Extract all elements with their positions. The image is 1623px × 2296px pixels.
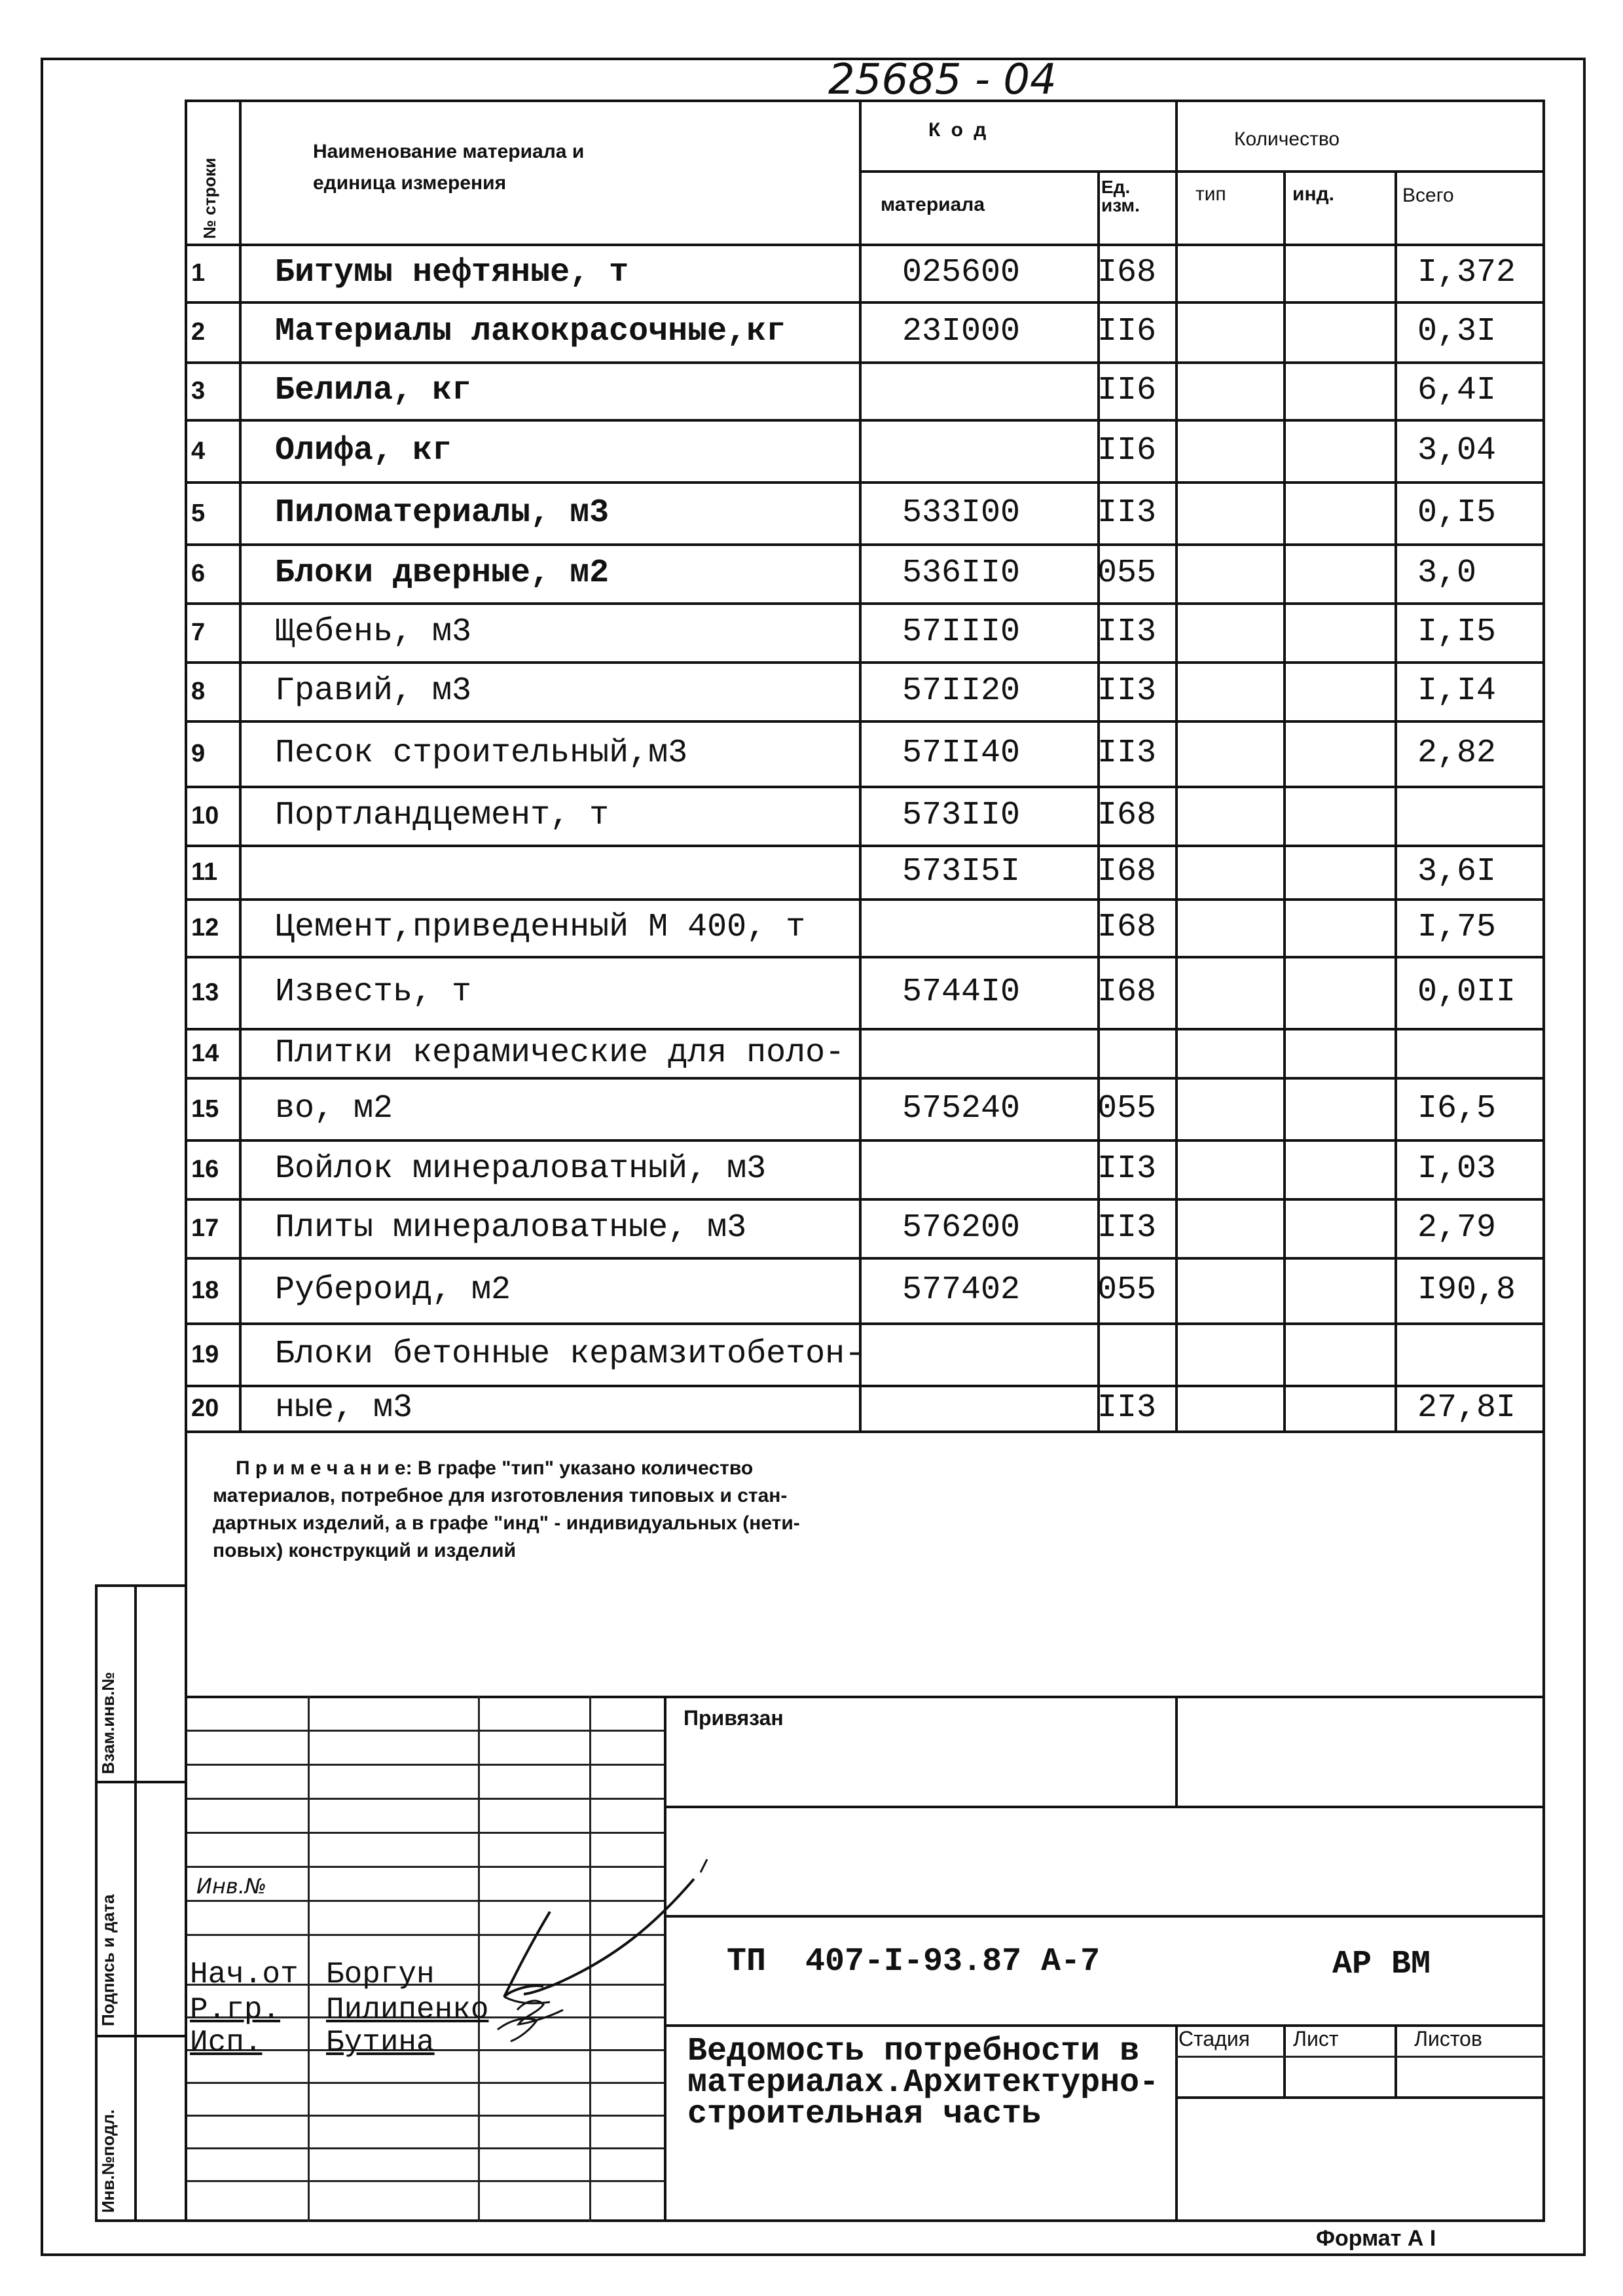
row-total: I,75 [1417,909,1497,946]
row-unit: II3 [1097,494,1157,532]
row-code: 5744I0 [902,974,1021,1011]
row-code: 57II40 [902,735,1021,772]
row-number: 15 [191,1095,219,1123]
row-number: 7 [191,619,206,646]
row-unit: II6 [1097,372,1157,409]
signatures [458,1833,733,2056]
header-code-material: материала [881,194,985,215]
side-inv-podl: Инв.№подл. [98,2109,118,2213]
header-total: Всего [1402,185,1454,206]
note-line-2: материалов, потребное для изготовления типовых и стан- [213,1485,788,1506]
row-code: 573I5I [902,853,1021,890]
note-line-3: дартных изделий, а в графе "инд" - индивидуальных (нети- [213,1512,800,1534]
header-code: К о д [928,119,989,141]
row-total: I,03 [1417,1150,1497,1188]
row-unit: II3 [1097,672,1157,710]
row-code: 57II20 [902,672,1021,710]
side-podpis: Подпись и дата [98,1894,118,2026]
header-quantity: Количество [1234,128,1340,150]
row-unit: I68 [1097,797,1157,834]
row-code: 23I000 [902,313,1021,350]
header-name: Наименование материала и единица измерения [313,141,585,194]
row-code: 577402 [902,1271,1021,1309]
row-unit: II6 [1097,431,1157,469]
row-name: Белила, кг [275,372,472,409]
row-code: 533I00 [902,494,1021,532]
row-code: 575240 [902,1089,1021,1127]
row-name: Пиломатериалы, м3 [275,494,610,532]
stadiya-label: Стадия [1178,2027,1250,2050]
row-number: 2 [191,318,206,346]
row-unit: II3 [1097,1209,1157,1247]
row-number: 4 [191,437,206,465]
row-total: 3,0 [1417,555,1477,592]
row-name: Гравий, м3 [275,672,472,710]
row-code: 573II0 [902,797,1021,834]
header-code-unit: Ед. изм. [1101,177,1140,215]
row-name: Щебень, м3 [275,613,472,651]
row-total: 2,82 [1417,735,1497,772]
header-ind: инд. [1292,183,1334,205]
row-name: ные, м3 [275,1389,413,1427]
role-1-name: Боргун [326,1958,435,1992]
ar-vm: АР ВМ [1332,1946,1431,1983]
row-code: 025600 [902,254,1021,291]
row-unit: I68 [1097,853,1157,890]
note-line-4: повых) конструкций и изделий [213,1540,517,1561]
privyazan-label: Привязан [684,1706,784,1730]
row-name: Портландцемент, т [275,797,610,834]
row-number: 16 [191,1156,219,1183]
row-unit: II3 [1097,735,1157,772]
row-total: I6,5 [1417,1089,1497,1127]
header-row-no: № строки [200,157,219,239]
row-code: 576200 [902,1209,1021,1247]
side-vzam: Взам.инв.№ [98,1671,118,1774]
note [213,1455,800,1565]
row-name: во, м2 [275,1089,393,1127]
list-label: Лист [1293,2027,1339,2050]
row-name: Рубероид, м2 [275,1271,511,1309]
row-total: 3,6I [1417,853,1497,890]
row-number: 20 [191,1394,219,1422]
row-number: 19 [191,1340,219,1368]
row-total: I,I4 [1417,672,1497,710]
role-3-name: Бутина [326,2026,435,2060]
header-type: тип [1195,183,1226,205]
listov-label: Листов [1414,2027,1482,2050]
row-unit: I68 [1097,254,1157,291]
row-number: 14 [191,1039,219,1067]
row-name: Блоки дверные, м2 [275,555,610,592]
row-total: I90,8 [1417,1271,1516,1309]
row-name: Плитки керамические для поло- [275,1034,845,1072]
row-name: Войлок минераловатный, м3 [275,1150,767,1188]
role-2-name: Пилипенко [326,1993,489,2027]
row-total: 6,4I [1417,372,1497,409]
row-number: 13 [191,979,219,1006]
row-unit: 055 [1097,555,1157,592]
row-total: 27,8I [1417,1389,1516,1427]
row-number: 12 [191,914,219,941]
row-unit: 055 [1097,1271,1157,1309]
role-3: Исп. [190,2026,263,2060]
row-number: 17 [191,1214,219,1242]
row-unit: II3 [1097,1150,1157,1188]
row-name: Материалы лакокрасочные,кг [275,313,786,350]
row-number: 10 [191,802,219,829]
row-number: 11 [191,858,218,886]
role-1: Нач.от [190,1958,299,1992]
row-total: 0,0II [1417,974,1516,1011]
sheet-title: Ведомость потребности в материалах.Архитектурно- строительная часть [687,2033,1159,2133]
row-name: Олифа, кг [275,431,452,469]
row-total: I,I5 [1417,613,1497,651]
row-name: Цемент,приведенный М 400, т [275,909,806,946]
row-number: 1 [191,259,206,287]
row-total: 0,I5 [1417,494,1497,532]
row-code: 57III0 [902,613,1021,651]
doc-code: ТП 407-I-93.87 А-7 [727,1943,1101,1980]
row-name: Блоки бетонные керамзитобетон- [275,1335,865,1373]
row-code: 536II0 [902,555,1021,592]
row-total: I,372 [1417,254,1516,291]
row-unit: II3 [1097,1389,1157,1427]
row-number: 8 [191,678,206,705]
inv-no-label: Инв.№ [196,1874,267,1899]
format-label: Формат А I [1316,2226,1436,2251]
row-unit: 055 [1097,1089,1157,1127]
note-line-1: П р и м е ч а н и е: В графе "тип" указано количество [236,1457,754,1479]
row-name: Известь, т [275,974,472,1011]
row-unit: II3 [1097,613,1157,651]
doc-number: 25685 - 04 [828,56,1057,104]
row-total: 2,79 [1417,1209,1497,1247]
row-unit: I68 [1097,909,1157,946]
row-total: 0,3I [1417,313,1497,350]
row-number: 5 [191,499,206,527]
row-total: 3,04 [1417,431,1497,469]
row-number: 9 [191,740,206,767]
role-2: Р.гр. [190,1993,281,2027]
row-name: Плиты минераловатные, м3 [275,1209,747,1247]
row-unit: II6 [1097,313,1157,350]
row-number: 18 [191,1277,219,1304]
row-name: Битумы нефтяные, т [275,254,629,291]
row-number: 6 [191,560,206,587]
row-name: Песок строительный,м3 [275,735,688,772]
row-unit: I68 [1097,974,1157,1011]
row-number: 3 [191,377,206,405]
